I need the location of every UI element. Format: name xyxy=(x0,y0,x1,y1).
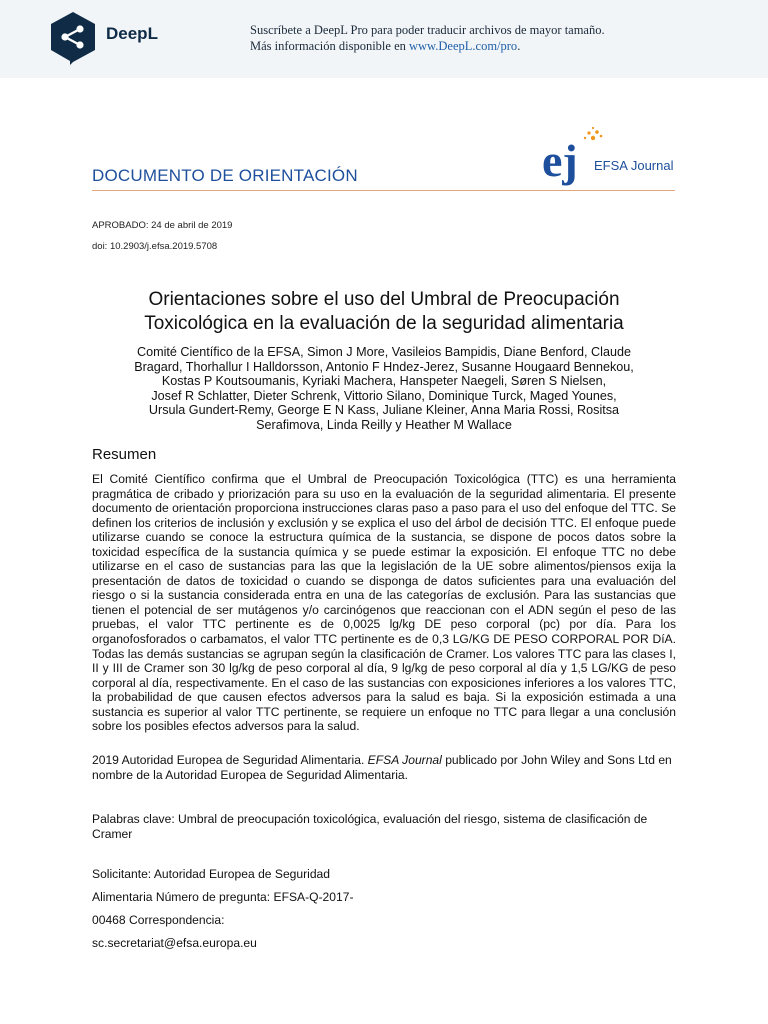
approval-date: APROBADO: 24 de abril de 2019 xyxy=(92,220,233,231)
author-line: Kostas P Koutsoumanis, Kyriaki Machera, Hanspeter Naegeli, Søren S Nielsen, xyxy=(161,374,607,389)
deepl-brand-name[interactable]: DeepL xyxy=(106,24,158,43)
author-line: Serafimova, Linda Reilly y Heather M Wallace xyxy=(256,417,512,432)
banner-line-2 xyxy=(250,38,605,54)
journal-name: EFSA Journal xyxy=(594,158,674,173)
header-divider xyxy=(92,190,675,191)
author-line: Comité Científico de la EFSA, Simon J More, Vasileios Bampidis, Diane Benford, Claude xyxy=(137,345,631,359)
author-list xyxy=(100,345,668,433)
banner-line-2-prefix: Más información disponible en xyxy=(250,39,409,53)
abstract-text: El Comité Científico confirma que el Umbral de Preocupación Toxicológica (TTC) es una herramienta pragmática de cribado y priorización para su uso en la evaluación de la seguridad alimentaria. El presente documento de orientación proporciona instrucciones claras paso a paso para el uso del enfoque del TTC. Se definen los criterios de inclusión y exclusión y se explica el uso del árbol de decisión TTC. El enfoque puede utilizarse cuando se conoce la estructura química de la sustancia, se dispone de pocos datos sobre la toxicidad específica de la sustancia química y se puede estimar la exposición. El enfoque TTC no debe utilizarse en el caso de sustancias para las que la legislación de la UE sobre alimentos/piensos exija la presentación de datos de toxicidad o cuando se disponga de datos suficientes para una evaluación del riesgo o si la sustancia considerada entra en una de las categorías de exclusión. Para las sustancias que tienen el potencial de ser mutágenos y/o carcinógenos que reaccionan con el ADN según el peso de las pruebas, el valor TTC pertinente es de 0,0025 lg/kg DE peso corporal (pc) por día. Para los organofosforados o carbamatos, el valor TTC pertinente es de 0,3 LG/KG DE PESO CORPORAL POR DíA. Todas las demás sustancias se agrupan según la clasificación de Cramer. Los valores TTC para las clases I, II y III de Cramer son 30 lg/kg de peso corporal al día, 9 lg/kg de peso corporal al día y 1,5 LG/KG de peso corporal al día, respectivamente. En el caso de las sustancias con exposiciones inferiores a los valores TTC, la probabilidad de que causen efectos adversos para la salud es baja. Si la exposición estimada a una sustancia es superior al valor TTC pertinente, se requiere un enfoque no TTC para llegar a una conclusión sobre los posibles efectos adversos para la salud. xyxy=(92,472,676,734)
copyright-prefix: 2019 Autoridad Europea de Seguridad Alimentaria. xyxy=(92,753,368,767)
keywords: Palabras clave: Umbral de preocupación toxicológica, evaluación del riesgo, sistema de clasificación de Cramer xyxy=(92,812,648,841)
deepl-banner xyxy=(0,0,768,78)
copyright-suffix: publicado por John Wiley and Sons Ltd en nombre de la Autoridad Europea de Seguridad Alimentaria. xyxy=(92,753,672,782)
author-line: Ursula Gundert-Remy, George E N Kass, Juliane Kleiner, Anna Maria Rossi, Rositsa xyxy=(148,403,620,418)
title-line: Orientaciones sobre el uso del Umbral de Preocupación xyxy=(148,289,620,310)
footer-line: 00468 Correspondencia: xyxy=(92,913,225,927)
author-line: Josef R Schlatter, Dieter Schrenk, Vittorio Silano, Dominique Turck, Maged Younes, xyxy=(151,388,617,403)
correspondence-email[interactable]: sc.secretariat@efsa.europa.eu xyxy=(92,936,257,950)
copyright-notice xyxy=(92,753,676,782)
footer-line: Alimentaria Número de pregunta: EFSA-Q-2017- xyxy=(92,890,354,904)
banner-line-1: Suscríbete a DeepL Pro para poder traducir archivos de mayor tamaño. xyxy=(250,23,605,37)
author-line: Bragard, Thorhallur I Halldorsson, Antonio F Hndez-Jerez, Susanne Hougaard Bennekou, xyxy=(134,359,634,374)
doi: doi: 10.2903/j.efsa.2019.5708 xyxy=(92,241,218,252)
abstract-heading: Resumen xyxy=(92,446,157,463)
ej-mark: ej xyxy=(542,135,578,186)
deepl-pro-link[interactable]: www.DeepL.com/pro xyxy=(409,39,518,53)
copyright-journal: EFSA Journal xyxy=(367,753,442,767)
deepl-logo-icon[interactable] xyxy=(48,10,98,66)
title-line: Toxicológica en la evaluación de la seguridad alimentaria xyxy=(144,313,624,334)
footer-line: Solicitante: Autoridad Europea de Seguridad xyxy=(92,867,331,881)
document-title xyxy=(92,288,676,336)
banner-message xyxy=(250,22,605,54)
efsa-journal-logo-icon xyxy=(540,124,680,188)
banner-line-2-suffix: . xyxy=(517,39,521,53)
document-type: DOCUMENTO DE ORIENTACIÓN xyxy=(92,166,358,185)
